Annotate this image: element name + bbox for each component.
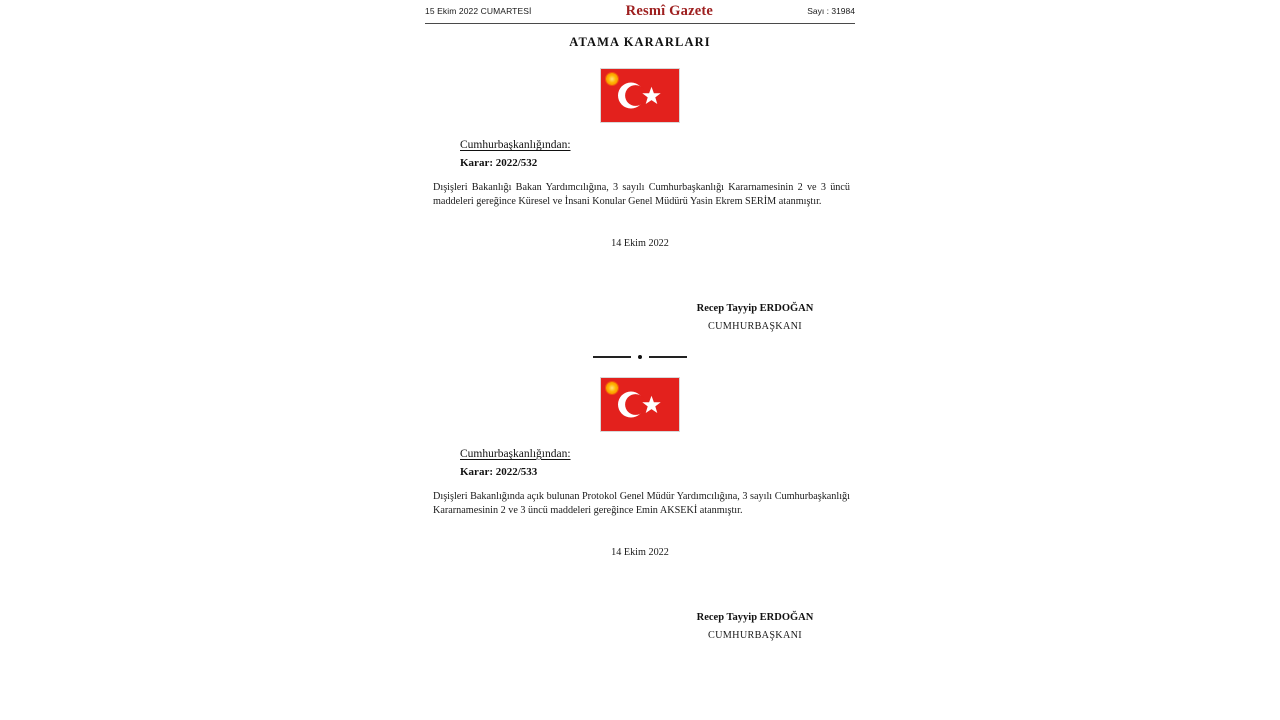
decree-block (425, 68, 855, 332)
signatory-title: CUMHURBAŞKANI (708, 629, 802, 641)
masthead (425, 0, 855, 22)
loading-dot-icon (606, 382, 618, 394)
decree-body: Dışişleri Bakanlığında açık bulunan Protokol Genel Müdür Yardımcılığına, 3 sayılı Cumhurbaşkanlığı Kararnamesinin 2 ve 3 üncü maddeleri gereğince Emin AKSEKİ atanmıştır. (433, 490, 850, 517)
decree-block (425, 377, 855, 641)
ornament-bar-left (593, 356, 631, 358)
gazette-page (425, 0, 855, 720)
signature-block (425, 303, 855, 332)
turkish-flag-icon (600, 68, 680, 123)
decree-number: Karar: 2022/532 (460, 157, 538, 169)
signatory-name: Recep Tayyip ERDOĞAN (696, 302, 814, 314)
section-title: ATAMA KARARLARI (569, 35, 711, 49)
decree-issuer: Cumhurbaşkanlığından: (460, 447, 571, 460)
decree-number: Karar: 2022/533 (460, 465, 538, 478)
ornament-dot (638, 355, 642, 359)
signature-block (425, 612, 855, 641)
signatory-title: CUMHURBAŞKANI (708, 320, 802, 332)
signatory-name: Recep Tayyip ERDOĞAN (696, 611, 814, 623)
decree-date: 14 Ekim 2022 (611, 546, 669, 558)
flag-container (425, 68, 855, 123)
masthead-title: Resmî Gazete (625, 2, 714, 19)
masthead-date: 15 Ekim 2022 CUMARTESİ (425, 6, 532, 16)
loading-dot-icon (606, 73, 618, 85)
decree-issuer: Cumhurbaşkanlığından: (460, 139, 571, 151)
decree-body: Dışişleri Bakanlığı Bakan Yardımcılığına, 3 sayılı Cumhurbaşkanlığı Kararnamesinin 2 ve 3 üncü maddeleri gereğince Küresel ve İnsani Konular Genel Müdürü Yasin Ekrem SERİM atanmıştır. (433, 182, 850, 208)
masthead-issue-number: Sayı : 31984 (807, 6, 855, 16)
turkish-flag-icon (600, 377, 680, 432)
flag-container (425, 377, 855, 432)
decree-date: 14 Ekim 2022 (611, 237, 669, 249)
ornament-bar-right (649, 356, 687, 358)
masthead-divider (425, 23, 855, 24)
line-dot-line-ornament (425, 355, 855, 359)
